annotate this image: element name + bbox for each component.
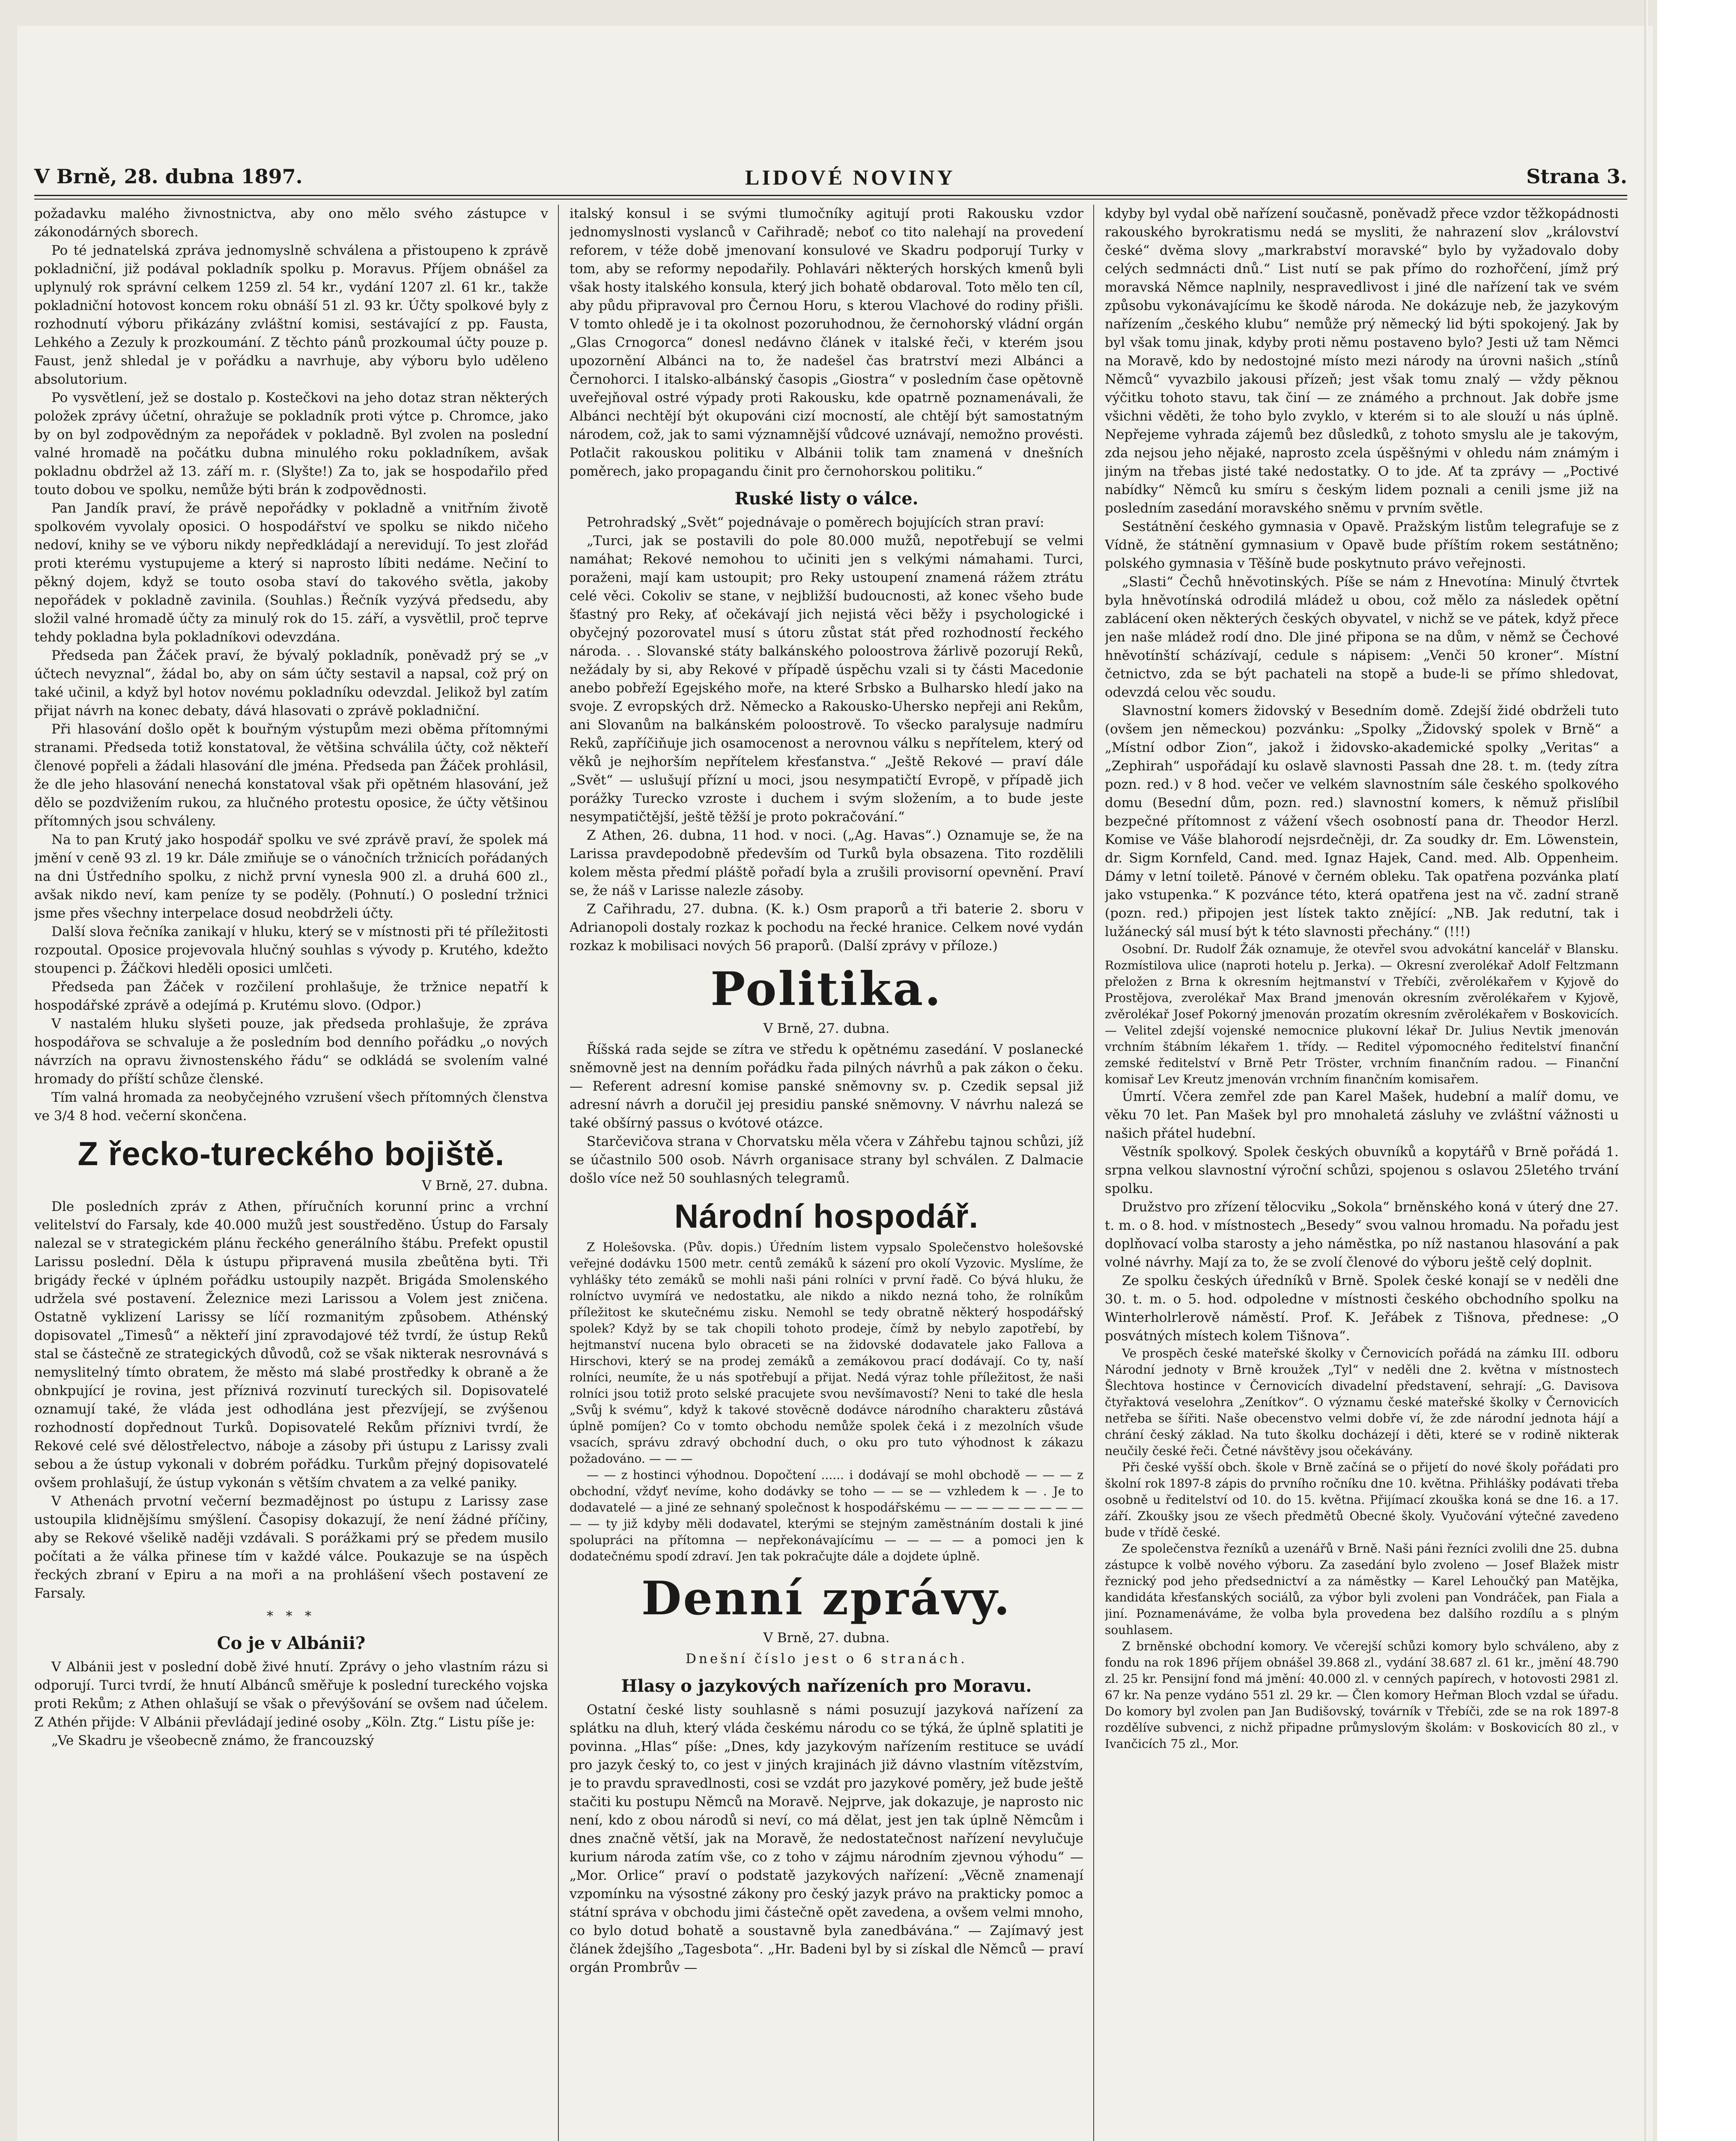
paragraph: V nastalém hluku slyšeti pouze, jak předseda prohlašuje, že zpráva hospodářova se schvaluje a že posledním bod denního pořádku „o nových návrzích na opravu živnostenského řádu“ se odkládá se svolením valné hromady do příští schůze členské. [34,1016,548,1087]
paragraph: Dle posledních zpráv z Athen, příručních korunní princ a vrchní velitelství do Farsaly, kde 40.000 mužů jest soustředěno. Ústup do Farsaly nalezal se v strategickém plánu řeckého generálního štábu. Prefekt opustil Larissu poslední. Děla k ústupu připravená musila zbeůtěna byti. Tři brigády řecké v úplném pořádku ustoupily nazpět. Brigáda Smolenského udržela své postavení. Železnice mezi Larissou a Volem jest zničena. Ostatně vyklizení Larissy se líčí rozmanitým způsobem. Athénský dopisovatel „Timesů“ a někteří jiní zpravodajové též tvrdí, že ústup Reků stal se částečně ze strategických důvodů, což se však nikterak nesrovnává s nemyslitelný tímto obratem, že město má slabé prostředky k obraně a že obnkpující je rovina, jest příznivá rozvinutí tureckých sil. Dopisovatelé oznamují také, že vláda jest odhodlána jest přezvíjejí, se zvýšenou rozhodností dopřednout Turků. Dopisovatelé Rekům příznivi tvrdí, že Rekové celé své dělostřelectvo, náboje a zásoby při ústupu z Larissy zvali sebou a že ústup vykonali v dobrém pořádku. Turkům přejný dopisovatelé ovšem prohlašují, že ústup vykonán s větším chvatem a za velké paniky. [34,1199,548,1491]
paragraph: „Ve Skadru je všeobecně známo, že francouzský [51,1733,374,1748]
news-item: Družstvo pro zřízení tělocviku „Sokola“ brněnského koná v úterý dne 27. t. m. o 8. hod. v místnostech „Besedy“ svou valnou hromadu. Na pořadu jest doplňovací volba starosty a jeho náměstka, po níž nastanou hlasování a pak volné návrhy. Mají za to, že se zvolí členové do výboru ještě celý doplnit. [1105,1199,1619,1270]
column-1 [34,205,548,2141]
news-item: Z brněnské obchodní komory. Ve včerejší schůzi komory bylo schváleno, aby z fondu na rok 1896 příjem obnášel 39.868 zl., vydání 38.687 zl. 61 kr., jmění 48.790 zl. 25 kr. Pensijní fond má jmění: 40.000 zl. v cenných papírech, v hotovosti 2981 zl. 67 kr. Na penze vydáno 551 zl. 29 kr. — Člen komory Heřman Bloch vzdal se úřadu. Do komory byl zvolen pan Jan Budišovský, továrník v Třebíči, zde se na rok 1897-8 rozdělíve subvenci, z nichž připadne průmyslovým školám: v Boskovicích 80 zl., v Ivančicích 75 zl., Mor. [1105,1639,1619,1751]
article-heading-hlasy: Hlasy o jazykových nařízeních pro Moravu. [621,1676,1032,1696]
article-heading-russian-papers: Ruské listy o válce. [734,489,919,509]
news-item: Při české vyšší obch. škole v Brně začíná se o přijetí do nové školy pořádati pro školní rok 1897-8 zápis do prvního ročníku dne 10. května. Přihlášky podávati třeba osobně u ředitelství od 10. do 15. května. Přijímací zkouška koná se dne 16. a 17. září. Zkoušky jsou ze všech předmětů Obecné školy. Vyučování výtečné zavedeno bude v třídě české. [1105,1460,1619,1539]
page-fold [1644,0,1648,2141]
news-item: Z Cařihradu, 27. dubna. (K. k.) Osm praporů a tři baterie 2. sboru v Adrianopoli dostaly rozkaz k pochodu na řecké hranice. Celkem nové vydán rozkaz k mobilisaci nových 56 praporů. (Další zprávy v příloze.) [570,901,1083,954]
news-item: Ze spolku českých úředníků v Brně. Spolek české konají se v neděli dne 30. t. m. o 5. hod. odpoledne v místnosti českého obchodního spolku na Winterholrlerově náměstí. Prof. K. Jeřábek z Tišnova, přednese: „O posvátných místech kolem Tišnova“. [1105,1273,1619,1344]
paragraph: Po vysvětlení, jež se dostalo p. Kostečkovi na jeho dotaz stran některých položek zprávy účetní, ohražuje se pokladník proti výtce p. Chromce, jako by on byl zodpovědným za nepořádek v pokladně. Byl zvolen na poslední valné hromadě na počátku dubna minulého roku pokladníkem, avšak pokladnu obdržel až 13. září m. r. (Slyšte!) Za to, jak se hospodařilo před touto dobou ve spolku, nemůže býti brán k zodpovědnosti. [34,390,548,498]
paragraph: Petrohradský „Svět“ pojednávaje o poměrech bojujících stran praví: [587,515,1044,530]
paragraph: Pan Jandík praví, že právě nepořádky v pokladně a vnitřním životě spolkovém vyvolaly oposici. O hospodářství ve spolku se nikdo ničeho nedoví, knihy se ve výboru nikdy nepředkládají a nerevidují. To jest zlořád proti kterému vystupujeme a který si naprosto líbiti nedáme. Nečiní to pěkný dojem, když se touto osoba staví do takového světla, jakoby nepořádek v pokladně zavinila. (Souhlas.) Řečník vyzývá předsedu, aby složil valné hromadě účty za minulý rok do 15. září, a vysvětlil, proč teprve tehdy pokladna byla pokladníkovi odevzdána. [34,501,548,645]
page-header [34,165,1627,195]
paragraph: Starčevičova strana v Chorvatsku měla včera v Záhřebu tajnou schůzi, jíž se účastnilo 500 osob. Návrh organisace strany byl schválen. Z Dalmacie došlo více než 50 souhlasných telegramů. [570,1134,1083,1186]
news-item: Osobní. Dr. Rudolf Žák oznamuje, že otevřel svou advokátní kancelář v Blansku. Rozmístilova ulice (naproti hotelu p. Jerka). — Okresní zverolékař Adolf Feltzmann přeložen z Brna k okresním hejtmanství v Třebíči, zvěrolékařem v Kyjově do Prostějova, zverolékař Max Brand jmenován okresním zvěrolékařem v Kyjově, zvěrolékař Josef Pokorný jmenován prozatím okresním zvěrolékařem v Boskovicích. — Velitel zdejší vojenské nemocnice plukovní lékař Dr. Julius Nevtik jmenován vrchním štábním lékařem 1. třídy. — Reditel výpomocného ředitelství finanční zemské ředitelství v Brně Petr Tröster, vrchním finančním radou. — Finanční komisař Lev Kreutz jmenován vrchním finančním komisařem. [1105,942,1619,1086]
paragraph: Ostatní české listy souhlasně s námi posuzují jazyková nařízení za splátku na dluh, který vláda českému národu co se týká, že úplně splatiti je povinna. „Hlas“ píše: „Dnes, kdy jazykovým nařízením restituce se uvádí pro jazyk český to, co jest v jiných krajinách již dávno vlastním vítězstvím, je to pravdu spravedlnosti, cosi se vzdát pro jazykové poměry, jež bude ještě stačiti ku postupu Němců na Moravě. Nejprve, jak dokazuje, je naprosto nic není, kdo z obou národů si neví, co má dělat, jest jen tak úplně Němcům i dnes značně větší, jak na Moravě, že nedostatečnost nařízení nevylučuje kurium národa zatím vše, co z toho v zájmu národním zjevnou výhodu“ — „Mor. Orlice“ praví o podstatě jazykových nařízení: „Věcně znamenají vzpomínku na výsostné zákony pro český jazyk právo na prakticky pomoc a státní správa v obchodu jimi částečně opět zavedena, a ovšem velmi mnoho, co bylo dotud bohatě a soustavně byla zanedbávána.“ — Zajímavý jest článek ždejšího „Tagesbota“. „Hr. Badeni byl by si získal dle Němců — praví orgán Prombrův — [570,1702,1083,1975]
paragraph: — — z hostinci výhodnou. Dopočtení ...... i dodávají se mohl obchodě — — — z obchodní, vždyť nevíme, koho dodávky se toho — — se — vzhledem k — . Je to dodavatelé — a jiné ze sehnaný společnost k hospodářskému — — — — — — — — — — — ty již kdyby měli dodavatel, kterými se stejným zaměstnáním dostali k jiné spolupráci na přítomna — nepřekonávajícímu — — — — a pomoci jen k dodatečnému spodí zdraví. Jen tak pokračujte dále a dojdete úplně. [570,1468,1083,1563]
news-item: „Slasti“ Čechů hněvotinských. Píše se nám z Hnevotína: Minulý čtvrtek byla hněvotínská odrodilá mládež u obou, což mělo za následek opětní zablácení oken některých českých obyvatel, v nichž se ve pátek, když přece jen naše mládež rodí dno. Dle jiné připona se na dům, v němž se Čechové hněvotínští scházívají, cedule s nápisem: „Venči 50 kroner“. Místní četnictvo, zda se být pachateli na stopě a bude-li se přímo shledovat, odevzdá celou věc soudu. [1105,574,1619,700]
news-item: Sestátnění českého gymnasia v Opavě. Pražským listům telegrafuje se z Vídně, že státnění gymnasium v Opavě bude příštím rokem sestátněno; polského gymnasia v Těšíně bude poskytnuto právo veřejnosti. [1105,519,1619,571]
article-heading-albania: Co je v Albánii? [217,1633,366,1653]
paragraph: Říšská rada sejde se zítra ve středu k opětnému zasedání. V poslanecké sněmovně jest na denním pořádku řada pilných návrhů a pak zákon o čeku. — Referent adresní komise panské sněmovny sv. p. Czedik sepsal již adresní návrh a doručil jej presidiu panské sněmovny. V návrhu nalezá se také obšírný passus o kvótové otázce. [570,1042,1083,1131]
section-heading-hospodar: Národní hospodář. [674,1197,979,1235]
page-margin [1657,0,1736,2141]
paragraph: Při hlasování došlo opět k bouřným výstupům mezi oběma přítomnými stranami. Předseda totiž konstatoval, že většina schválila účty, což někteří členové popřeli a žádali hlasování dle jména. Předseda pan Žáček prohlásil, že dle jeho hlasování nenechá konstatoval však při opětném hlasování, jež dělo se pozdvižením rukou, za hlučného protestu oposice, že účty většinou přítomných jsou schváleny. [34,722,548,829]
news-item: Ze společenstva řezníků a uzenářů v Brně. Naši páni řezníci zvolili dne 25. dubna zástupce k volbě nového výboru. Za zasedání bylo zvoleno — Josef Blažek mistr řeznický pod jeho předsednictví a za náměstky — Karel Lehoučký pan Matějka, kandidáta křesťanských sociálů, za výbor byli zvoleni pan Vondráček, pan Fiala a jiní. Poznamenáváme, že volba byla provedena bez dalšího rozdílu a s plným souhlasem. [1105,1542,1619,1637]
column-divider [1093,205,1094,2141]
paragraph: kdyby byl vydal obě nařízení současně, poněvadž přece vzdor těžkopádnosti rakouského byrokratismu nedá se mysliti, že nahrazení slov „království české“ dvěma slovy „markrabství moravské“ bylo by vyžadovalo doby celých sedmnácti dnů.“ List nutí se pak přímo do rozhořčení, jímž prý moravská Němce naplnily, nespravedlivost i jiné dle nařízení tak ve svém způsobu vykonávajícímu ke škodě národa. Ne dokázuje neb, že jazykovým nařízením „českého klubu“ nemůže prý německý lid býti spokojený. Jak by byl však tomu jinak, kdyby proti němu postaveno bylo? Jesti už tam Němci na Moravě, kdo by nedostojné místo mezi národy na úrovni našich „stínů Němců“ vyvazbilo jakousi přízeň; jest však tomu znalý — vždy pěknou výčitku tohoto stavu, tak činí — ze známého a prchnout. Jak dobře jsme všichni věděti, že toho bylo zvyklo, v kterém si to ale slouží u nás úplně. Nepřejeme vyhrada zájemů bez důsledků, z tohoto smyslu ale je takovým, zda nejsou jeho nějaké, naprosto zcela úspěšnými v ohledu nám známým i jiným na třebas jisté také nedostatky. O to jde. Ať ta zprávy — „Poctivé nabídky“ Němců ku smíru s českým lidem poznali a cenili jsme již na posledním zasedání moravského sněmu v prvním světle. [1105,206,1619,516]
paragraph: „Turci, jak se postavili do pole 80.000 mužů, nepotřebují se velmi namáhat; Rekové nemohou to učiniti jen s velkými námahami. Turci, poraženi, mají kam ustoupit; pro Reky ustoupení znamená rážem ztrátu celé věci. Cokoliv se stane, v nejbližší budoucnosti, až konec všeho bude šťastný pro Reky, ať očekávají jich nejistá věci běžy i psychologické i obyčejný pozorovatel musí s útoru zůstat stát před rozhodností řeckého národa. . . Slovanské státy balkánského poloostrova žárlivě pozorují Reků, nežádaly by si, aby Rekové v případě úspěchu vzali si ty části Macedonie anebo pobřeží Egejského moře, na které Srbsko a Bulharsko hledí jako na svoje. Z evropských drž. Německo a Rakousko-Uhersko nepřeji ani Rekům, ani Slovanům na balkánském poloostrově. To všecko paralysuje nadmíru Reků, zapříčiňuje jich osamocenost a nerovnou válku s nepřítelem, který od věků je nejhorším nepřítelem křesťanstva.“ „Ještě Rekové — praví dále „Svět“ — uslušují přízní u moci, jsou nesympatičtí Evropě, v případě jich porážky Turecko vzroste i duchem i svým složením, a to bude jeste nesympatičtější, ještě těžší je proto pokračování.“ [570,533,1083,825]
paragraph: Na to pan Krutý jako hospodář spolku ve své zprávě praví, že spolek má jmění v ceně 93 zl. 19 kr. Dále zmiňuje se o vánočních tržnicích pořádaných na dni Ústředního spolku, z nichž první vynesla 900 zl. a druhá 600 zl., avšak nikdo neví, kam peníze ty se poděly. (Pohnutí.) O poslední tržnici jsme přes všechny interpelace dosud neobdrželi účty. [34,832,548,921]
masthead-title: LIDOVÉ NOVINY [745,165,955,189]
paragraph: Po té jednatelská zpráva jednomyslně schválena a přistoupeno k zprávě pokladniční, již podával pokladník spolku p. Moravus. Příjem obnášel za uplynulý rok správní celkem 1259 zl. 54 kr., vydání 1207 zl. 61 kr., takže pokladniční hotovost koncem roku obnáší 51 zl. 93 kr. Účty spolkové byly z rozhodnutí výboru přikázány zvláštní komisi, sestávající z pp. Fausta, Lehkého a Zezuly k prozkoumání. Z těchto pánů prozkoumal účty pouze p. Faust, jenž shledal je v pořádku a navrhuje, aby výboru bylo uděleno absolutorium. [34,243,548,387]
column-divider [558,205,559,2141]
paragraph: Tím valná hromada za neobyčejného vzrušení všech přítomných členstva ve 3/4 8 hod. večerní skončena. [34,1090,548,1124]
column-2 [570,205,1083,2141]
paragraph: Předseda pan Žáček praví, že bývalý pokladník, poněvadž prý se „v účtech nevyznal“, žádal bo, aby on sám účty sestavil a napsal, což prý on také učinil, a když byl hotov novému pokladníku odevzdal. Jelikož byl zatím přijat návrh na konec debaty, dává hlasovati o zprávě pokladniční. [34,648,548,719]
dateline: V Brně, 27. dubna. [422,1178,548,1193]
paragraph: V Albánii jest v poslední době živé hnutí. Zprávy o jeho vlastním rázu si odporují. Turci tvrdí, že hnutí Albánců směřuje k poslední tureckého vojska proti Rekům; z Athen ohlašují se však o převýšování se ovšem nad účelem. Z Athén přijde: V Albánii převládají jediné osoby „Köln. Ztg.“ Listu píše je: [34,1659,548,1730]
news-item: Úmrtí. Včera zemřel zde pan Karel Mašek, hudební a malíř domu, ve věku 70 let. Pan Mašek byl pro mnohaletá zásluhy ve zvláštní vážnosti u našich přátel hudební. [1105,1089,1619,1141]
header-rule [34,195,1627,200]
dateline: V Brně, 27. dubna. [763,1630,890,1646]
news-item: Věstník spolkový. Spolek českých obuvníků a kopytářů v Brně pořádá 1. srpna velkou slavnostní výroční schůzi, spojenou s oslavou 25letého trvání spolku. [1105,1144,1619,1196]
dateline: V Brně, 27. dubna. [763,1021,890,1036]
paragraph: italský konsul i se svými tlumočníky agitují proti Rakousku vzdor jednomyslnosti vyslanců v Cařihradě; neboť co tito nalehají na provedení reforem, v téže době jmenovaní konsulové ve Skadru podporují Turky v tom, aby se reformy nepodařily. Pohlavári některých horských kmenů byli však hosty italského konsula, který jich bohatě obdaroval. Toto mělo ten cíl, aby půdu připravoval pro Černou Horu, s kterou Vlachové do rodiny přišli. V tomto ohledě je i ta okolnost pozoruhodnou, že černohorský vládní orgán „Glas Crnogorca“ donesl nedávno článek v italské řeči, v kterém jsou upozornění Albánci na to, že nadešel čas bratrství mezi Albánci a Černohorci. I italsko-albánský časopis „Giostra“ v posledním čase opětovně uveřejňoval ostré výpady proti Rakousku, kde opatrně poznamenávali, že Albánci nechtějí být okupováni cizí mocností, ale chtějí být samostatným národem, což, jak to sami významnější vůdcové uznávají, nemožno provésti. Potlačit rakouskou politiku v Albánii tolik tam znamená v dnešních poměrech, jako propagandu činit pro černohorskou politiku.“ [570,206,1083,479]
paragraph: požadavku malého živnostnictva, aby ono mělo svého zástupce v zákonodárných sborech. [34,206,548,240]
column-3 [1105,205,1619,2141]
section-heading-politika: Politika. [710,962,943,1016]
section-heading-war: Z řecko-tureckého bojiště. [78,1135,505,1172]
news-item: Ve prospěch české mateřské školky v Černovicích pořádá na zámku III. odboru Národní jednoty v Brně kroužek „Tyl“ v neděli dne 2. května v místnostech Šlechtova hostince v Černovicích divadelní představení, sehrají: „G. Davisova čtyřaktová veselohra „Zenítkov“. O významu české mateřské školky v Černovicích netřeba se šířiti. Naše obecenstvo velmi dobře ví, že zde národní jednota hájí a chrání český základ. Na tuto školku docházejí i děti, které se v rodině nikterak neučily české řeči. Četné návštěvy jsou očekávány. [1105,1346,1619,1458]
header-place-date: V Brně, 28. dubna 1897. [34,165,303,188]
paragraph: Z Holešovska. (Pův. dopis.) Úředním listem vypsalo Společenstvo holešovské veřejné dodávku 1500 metr. centů zemáků k sázení pro okolí Vyzovic. Myslíme, že vyhlášky této zemáků se mohli naši páni rolníci v první řadě. Co bývá hluku, že rolníctvo uvymírá ve nedostatku, ale nikdo a nikdo nezná toho, že rolníkům příležitost ke skutečnému zisku. Nemohl se tedy obratně některý hospodářský spolek? Když by se tak chopili tohoto prodeje, čímž by nebylo zapotřebí, by hejtmanství nucena bylo obraceti se na židovské dodavatele jako Fallova a Hirschovi, který se na prodej zemáků a zemákovou prací dodávají. Co ty, naší rolníci, neumíte, že u nás spotřebují a přijat. Nedá výraz tohle příležitost, že naši rolníci jsou totiž proto selské pracujete svou nevšímavostí? Neni to také dle hesla „Svůj k svému“, když k takové stověcně dodávce národního charakteru zůstává úplně pomíjen? Co v tomto obchodu nemůže spolek čeká i z mezolních všude vsacích, správu zdravý obchodní duch, o oku pro tuto výhodnost k zákazu požadováno. — — — [570,1240,1083,1466]
news-item: Slavnostní komers židovský v Besedním domě. Zdejší židé obdrželi tuto (ovšem jen německou) pozvánku: „Spolky „Židovský spolek v Brně“ a „Místní odbor Zion“, jakož i židovsko-akademické spolky „Veritas“ a „Zephirah“ uspořádají ku oslavě slavnosti Passah dne 28. t. m. (tedy zítra pozn. red.) v 8 hod. večer ve velkém slavnostním sále českého spolkového domu (Besední dům, pozn. red.) slavnostní komers, k němuž přislíbil bezpečné přítomnost z vážení všech osobností pana dr. Theodor Herzl. Komise ve Váše blahorodí nejsrdečněji, dr. Za soudky dr. Em. Löwenstein, dr. Sigm Kornfeld, Cand. med. Ignaz Hajek, Cand. med. Alb. Oppenheim. Dámy v letní toiletě. Pánové v černém obleku. Tak opatřena pozvánka platí jako vstupenka.“ K pozvánce této, která opatřena jest na vč. zadní straně (pozn. red.) připojen jest lístek takto znějící: „NB. Jak redutní, tak i lužánecký sál musí být k této slavnosti přechány.“ (!!!) [1105,703,1619,939]
issue-notice: Dnešní číslo jest o 6 stranách. [686,1651,967,1667]
page-number: Strana 3. [1526,165,1627,188]
paragraph: Předseda pan Žáček v rozčilení prohlašuje, že tržnice nepatří k hospodářské zprávě a odejímá p. Krutému slovo. (Odpor.) [34,979,548,1013]
paragraph: V Athenách prvotní večerní bezmadějnost po ústupu z Larissy zase ustoupila klidnějšímu smýšlení. Časopisy dokazují, že není žádné příčiny, aby se Rekové všelikě naději vzdávali. S porážkami prý se předem musilo počítati a že válka přinese tím v každé válce. Poukazuje se na úspěch řeckých zbraní v Epiru a na moři a na prohlášení všech postavení ze Farsaly. [34,1494,548,1601]
section-heading-denni-zpravy: Denní zprávy. [641,1571,1012,1625]
paragraph: Další slova řečníka zanikají v hluku, který se v místnosti při té příležitosti rozpoutal. Oposice projevovala hlučný souhlas s vývody p. Krutého, kdežto stoupenci p. Žáčkovi hleděli oposici umlčeti. [34,924,548,976]
news-item: Z Athen, 26. dubna, 11 hod. v noci. („Ag. Havas“.) Oznamuje se, že na Larissa pravdepodobně především od Turků byla obsazena. Tito rozdělili kolem města předmí pláště pořadí byla a zrušili provisorní opevnění. Praví se, že náš v Larisse nalezle zásoby. [570,828,1083,898]
separator: * * * [266,1609,316,1624]
